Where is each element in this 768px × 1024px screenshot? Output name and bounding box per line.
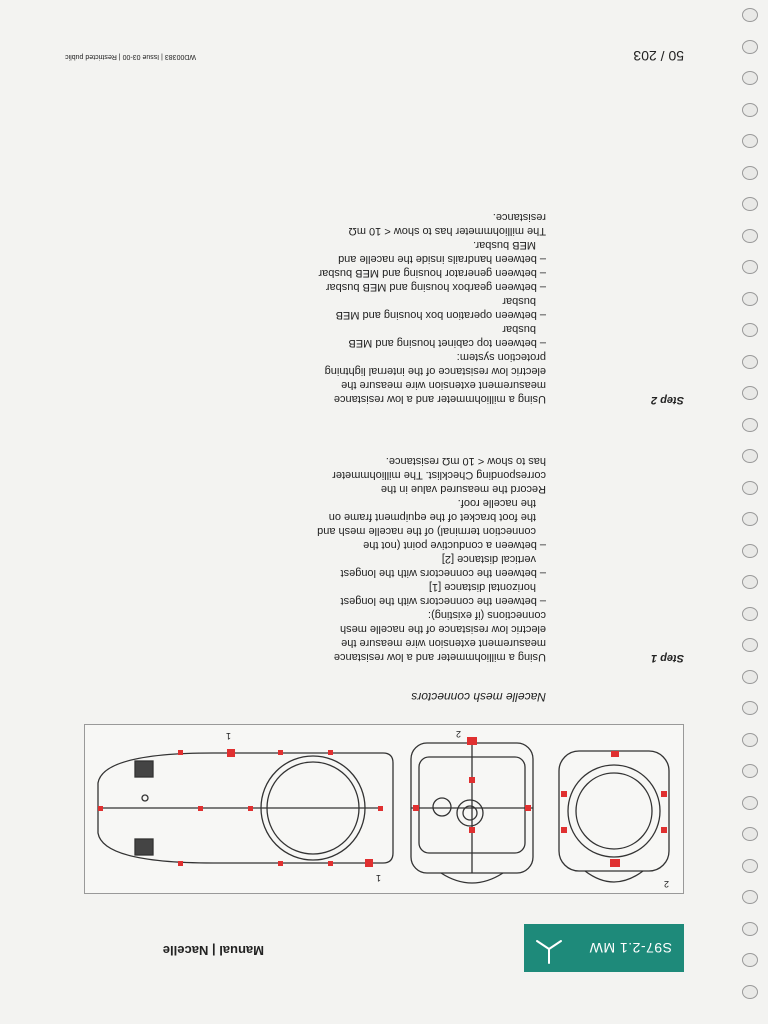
binder-hole — [742, 544, 758, 558]
model-title: S97-2.1 MW — [589, 940, 672, 956]
binder-hole — [742, 386, 758, 400]
binder-hole — [742, 796, 758, 810]
step-2-intro: Using a milliohmmeter and a low resistance measurement extension wire measure the electric low resistance of the internal lightning protection system: — [324, 351, 546, 405]
step-2-item: – between handrails inside the nacelle and MEB busbar. — [338, 239, 546, 265]
page-header — [84, 902, 684, 972]
binder-hole — [742, 260, 758, 274]
figure-caption: Nacelle mesh connectors — [411, 690, 546, 704]
page-number: 50 / 203 — [633, 48, 684, 64]
mesh-connector-markers — [98, 737, 667, 867]
binder-hole — [742, 229, 758, 243]
step-1-body — [316, 454, 546, 664]
binder-hole — [742, 670, 758, 684]
nacelle-diagram — [84, 724, 684, 894]
binder-hole — [742, 890, 758, 904]
callout-2-rear: 2 — [455, 729, 461, 739]
binder-hole — [742, 40, 758, 54]
step-2-item: – between top cabinet housing and MEB busbar — [348, 323, 546, 349]
binder-hole — [742, 355, 758, 369]
step-1-item: – between the connectors with the longest vertical distance [2] — [340, 553, 546, 579]
step-1-intro: Using a milliohmmeter and a low resistance measurement extension wire measure the electric low resistance of the nacelle mesh connections (if existing): — [333, 609, 546, 663]
callout-1-left: 1 — [375, 873, 381, 883]
step-1-label: Step 1 — [650, 652, 684, 664]
binder-hole — [742, 575, 758, 589]
binder-hole — [742, 607, 758, 621]
binder-hole — [742, 701, 758, 715]
binder-hole — [742, 103, 758, 117]
model-tab — [524, 924, 684, 972]
callout-2-front: 2 — [663, 879, 669, 889]
binder-hole — [742, 134, 758, 148]
nacelle-drawings — [85, 725, 683, 893]
binder-hole — [742, 953, 758, 967]
step-1-item: – between a conductive point (not the connection terminal) of the nacelle mesh and the foot bracket of the equipment frame on the nacelle roof. — [317, 497, 546, 551]
binder-hole — [742, 449, 758, 463]
binder-hole — [742, 292, 758, 306]
step-2-label: Step 2 — [650, 394, 684, 406]
binder-hole — [742, 166, 758, 180]
binder-hole — [742, 733, 758, 747]
step-2-item: – between gearbox housing and MEB busbar — [325, 281, 546, 293]
binder-holes — [736, 0, 758, 1024]
step-1-outro: Record the measured value in the corresponding Checklist. The milliohmmeter has to show < 10 mΩ resistance. — [332, 455, 546, 495]
binder-hole — [742, 764, 758, 778]
binder-hole — [742, 827, 758, 841]
step-2-outro: The milliohmmeter has to show < 10 mΩ resistance. — [348, 211, 546, 237]
binder-hole — [742, 71, 758, 85]
binder-hole — [742, 985, 758, 999]
binder-hole — [742, 481, 758, 495]
binder-hole — [742, 638, 758, 652]
binder-hole — [742, 922, 758, 936]
wind-turbine-logo-icon — [532, 932, 566, 966]
step-2-item: – between generator housing and MEB busbar — [318, 267, 546, 279]
step-2-body — [316, 210, 546, 406]
step-1-item: – between the connectors with the longest horizontal distance [1] — [340, 581, 546, 607]
section-label: Manual | Nacelle — [162, 943, 264, 958]
binder-hole — [742, 859, 758, 873]
callout-1-right: 1 — [225, 731, 231, 741]
binder-hole — [742, 323, 758, 337]
binder-hole — [742, 418, 758, 432]
binder-hole — [742, 512, 758, 526]
doc-reference: WD00383 | Issue 03-00 | Restricted public — [65, 53, 196, 60]
binder-hole — [742, 197, 758, 211]
step-2-item: – between operation box housing and MEB busbar — [335, 295, 546, 321]
binder-hole — [742, 8, 758, 22]
